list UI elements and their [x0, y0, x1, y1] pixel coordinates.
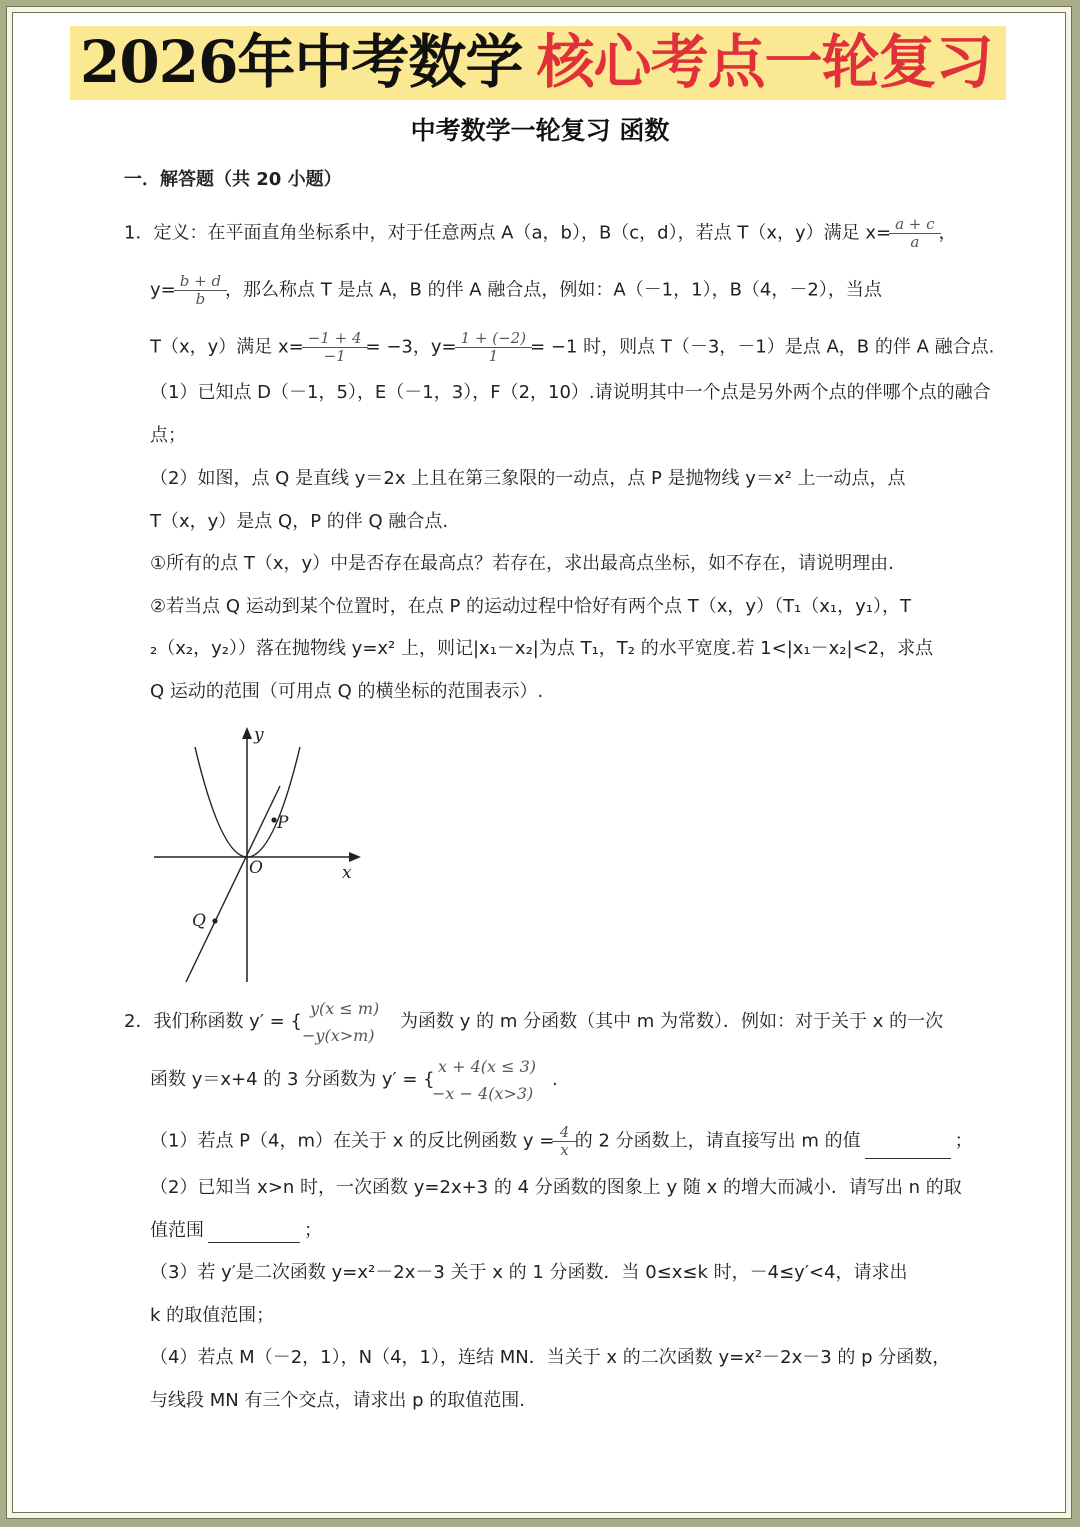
q1-example-y-den: 1	[455, 347, 532, 365]
q1-fraction-x-den: a	[889, 233, 940, 251]
banner-title	[80, 22, 992, 102]
q1-part2-sub2-line3: Q 运动的范围（可用点 Q 的横坐标的范围表示）.	[150, 681, 544, 702]
q2-line2-text: 函数 y＝x+4 的 3 分函数为 y′ = {	[150, 1069, 435, 1090]
q2-inverse-num: 4	[559, 1123, 570, 1141]
q1-line3	[150, 330, 994, 365]
q1-line3-end: = −1 时，则点 T（－3，－1）是点 A，B 的伴 A 融合点.	[530, 336, 995, 358]
q2-part1-text: （1）若点 P（4，m）在关于 x 的反比例函数 y =	[150, 1130, 555, 1152]
q2-case4: −x − 4(x>3)	[432, 1084, 534, 1103]
q1-part1-line2: 点；	[150, 425, 186, 446]
q2-part1	[150, 1124, 973, 1159]
q2-case1: y(x ≤ m)	[310, 999, 380, 1018]
q1-example-x-den: −1	[302, 347, 368, 365]
q1-fraction-y-den: b	[174, 290, 227, 308]
page-subtitle: 中考数学一轮复习 函数	[410, 116, 670, 145]
section-heading: 一．解答题（共 20 小题）	[124, 169, 342, 190]
q1-line2-text: ，那么称点 T 是点 A，B 的伴 A 融合点，例如：A（－1，1），B（4，－2），当点	[225, 279, 882, 301]
q2-part2-end: ；	[304, 1220, 322, 1241]
q2-part4-line1: （4）若点 M（－2，1），N（4，1），连结 MN．当关于 x 的二次函数 y=x²－2x－3 的 p 分函数，	[150, 1347, 951, 1368]
q2-part4-line2: 与线段 MN 有三个交点，请求出 p 的取值范围.	[150, 1390, 526, 1411]
q2-part2-line2-text: 值范围	[150, 1220, 204, 1241]
point-p-label: P	[277, 813, 289, 833]
banner-title-black: 2026年中考数学	[80, 28, 523, 96]
q1-example-fraction-y	[459, 330, 528, 365]
q1-example-y-num: 1 + (−2)	[460, 329, 527, 347]
q2-part1-end: ；	[954, 1130, 973, 1152]
q1-figure-graph	[150, 720, 370, 990]
point-q-label: Q	[192, 911, 206, 931]
q1-fraction-x	[893, 216, 936, 251]
q1-fraction-y	[178, 273, 223, 308]
q1-line3-prefix: T（x，y）满足 x=	[150, 336, 304, 358]
q2-part2-line2	[150, 1219, 322, 1243]
q2-line1-text: 2．我们称函数 y′ = {	[124, 1011, 302, 1032]
q1-fraction-y-num: b + d	[179, 272, 222, 290]
q2-part3-line1: （3）若 y′是二次函数 y=x²－2x－3 关于 x 的 1 分函数．当 0≤x≤k 时，－4≤y′<4，请求出	[150, 1262, 908, 1283]
q2-part1-answer-blank[interactable]	[865, 1142, 951, 1159]
q2-case3: x + 4(x ≤ 3)	[438, 1057, 537, 1076]
q2-inverse-fraction	[556, 1124, 572, 1159]
q1-part1-line1: （1）已知点 D（－1，5），E（－1，3），F（2，10）.请说明其中一个点是另外两个点的伴哪个点的融合	[150, 382, 991, 403]
point-p	[271, 817, 276, 822]
q2-line1-rest: 为函数 y 的 m 分函数（其中 m 为常数）．例如：对于关于 x 的一次	[400, 1011, 944, 1032]
q1-part2-line2: T（x，y）是点 Q，P 的伴 Q 融合点.	[150, 511, 449, 532]
q1-part2-sub2-line1: ②若当点 Q 运动到某个位置时，在点 P 的运动过程中恰好有两个点 T（x，y）（T₁（x₁，y₁），T	[150, 596, 912, 617]
q2-piecewise-def-cases	[302, 995, 379, 1049]
q2-part3-line2: k 的取值范围；	[150, 1305, 275, 1326]
point-q	[212, 918, 217, 923]
q1-part2-sub2-line2: ₂（x₂，y₂））落在抛物线 y=x² 上，则记|x₁－x₂|为点 T₁，T₂ 的水平宽度.若 1<|x₁－x₂|<2，求点	[150, 638, 934, 659]
q2-part2-line1: （2）已知当 x>n 时，一次函数 y=2x+3 的 4 分函数的图象上 y 随 x 的增大而减小．请写出 n 的取	[150, 1177, 962, 1198]
q2-piecewise-example-cases	[432, 1053, 536, 1107]
q2-part2-answer-blank[interactable]	[208, 1226, 300, 1243]
q1-example-fraction-x	[306, 330, 364, 365]
q1-line2	[150, 273, 882, 308]
x-axis-label: x	[342, 863, 352, 883]
q2-part1-rest: 的 2 分函数上，请直接写出 m 的值	[574, 1130, 861, 1152]
q1-example-x-num: −1 + 4	[307, 329, 362, 347]
q1-part2-line1: （2）如图，点 Q 是直线 y＝2x 上且在第三象限的一动点，点 P 是抛物线 y＝x² 上一动点，点	[150, 468, 906, 489]
q1-line2-prefix: y=	[150, 279, 176, 301]
origin-label: O	[249, 858, 263, 878]
y-axis-label: y	[254, 725, 264, 745]
q1-line1-text: 1．定义：在平面直角坐标系中，对于任意两点 A（a，b），B（c，d），若点 T（x，y）满足 x=	[124, 222, 892, 244]
q2-inverse-den: x	[552, 1141, 576, 1159]
q1-part2-sub1: ①所有的点 T（x，y）中是否存在最高点？若存在，求出最高点坐标，如不存在，请说明理由.	[150, 553, 894, 574]
q1-line1: 1．定义：在平面直角坐标系中，对于任意两点 A（a，b），B（c，d），若点 T（x，y）满足 x= $\frac{a + c}{a}$ ，	[124, 215, 957, 251]
q2-case2: −y(x>m)	[302, 1026, 375, 1045]
q2-piecewise-def	[302, 994, 379, 1050]
q1-fraction-x-num: a + c	[895, 215, 935, 233]
banner-title-red: 核心考点一轮复习	[536, 28, 993, 96]
q1-line3-mid: = −3，y=	[365, 336, 457, 358]
line-y-2x	[186, 786, 280, 982]
q2-piecewise-example	[432, 1052, 536, 1108]
q2-line2-end: .	[552, 1069, 558, 1090]
